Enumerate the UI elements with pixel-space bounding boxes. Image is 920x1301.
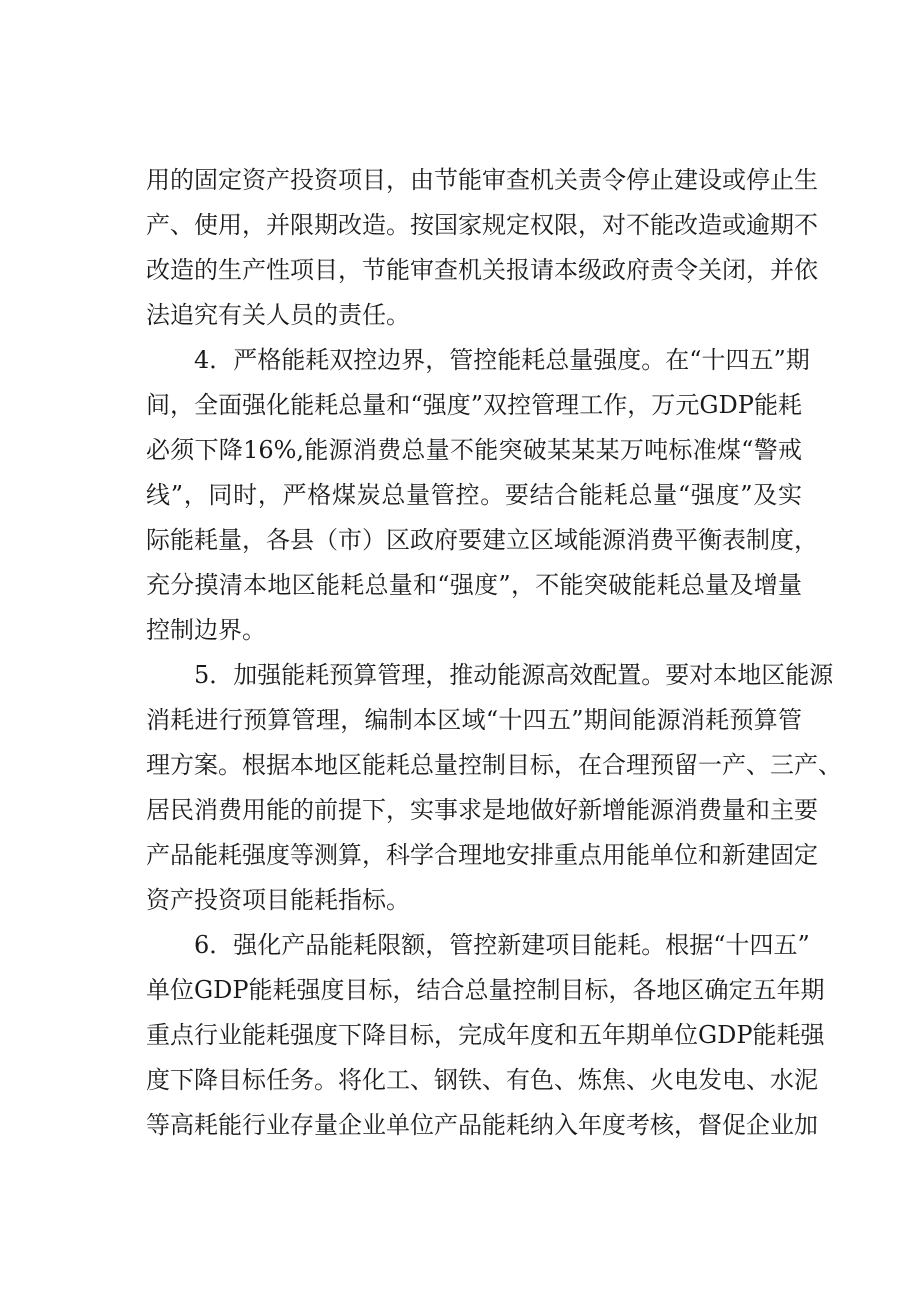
text-line: 度下降目标任务。将化工、钢铁、有色、炼焦、火电发电、水泥 [146, 1066, 818, 1094]
text-line: 际能耗量，各县（市）区政府要建立区域能源消费平衡表制度， [146, 526, 818, 554]
text-line: 必须下降16%,能源消费总量不能突破某某某万吨标准煤“警戒 [146, 436, 802, 464]
text-line: 充分摸清本地区能耗总量和“强度”，不能突破能耗总量及增量 [146, 571, 802, 599]
text-line: 改造的生产性项目，节能审查机关报请本级政府责令关闭，并依 [146, 256, 818, 284]
text-line: 重点行业能耗强度下降目标，完成年度和五年期单位GDP能耗强 [146, 1021, 825, 1049]
text-line: 间，全面强化能耗总量和“强度”双控管理工作，万元GDP能耗 [146, 391, 802, 419]
text-line: 理方案。根据本地区能耗总量控制目标，在合理预留一产、三产、 [146, 751, 842, 779]
text-line: 资产投资项目能耗指标。 [146, 886, 410, 914]
text-line: 控制边界。 [146, 616, 266, 644]
paragraph-6-heading: 6．强化产品能耗限额，管控新建项目能耗。根据“十四五” [194, 931, 810, 959]
paragraph-4-heading: 4．严格能耗双控边界，管控能耗总量强度。在“十四五”期 [194, 346, 810, 374]
paragraph-5-heading: 5．加强能耗预算管理，推动能源高效配置。要对本地区能源 [194, 661, 834, 689]
text-line: 产品能耗强度等测算，科学合理地安排重点用能单位和新建固定 [146, 841, 818, 869]
text-line: 等高耗能行业存量企业单位产品能耗纳入年度考核，督促企业加 [146, 1111, 818, 1139]
text-line: 法追究有关人员的责任。 [146, 301, 410, 329]
text-line: 线”，同时，严格煤炭总量管控。要结合能耗总量“强度”及实 [146, 481, 802, 509]
text-line: 产、使用，并限期改造。按国家规定权限，对不能改造或逾期不 [146, 211, 818, 239]
text-line: 居民消费用能的前提下，实事求是地做好新增能源消费量和主要 [146, 796, 818, 824]
text-line: 消耗进行预算管理，编制本区域“十四五”期间能源消耗预算管 [146, 706, 802, 734]
text-line: 单位GDP能耗强度目标，结合总量控制目标，各地区确定五年期 [146, 976, 825, 1004]
text-line: 用的固定资产投资项目，由节能审查机关责令停止建设或停止生 [146, 166, 818, 194]
